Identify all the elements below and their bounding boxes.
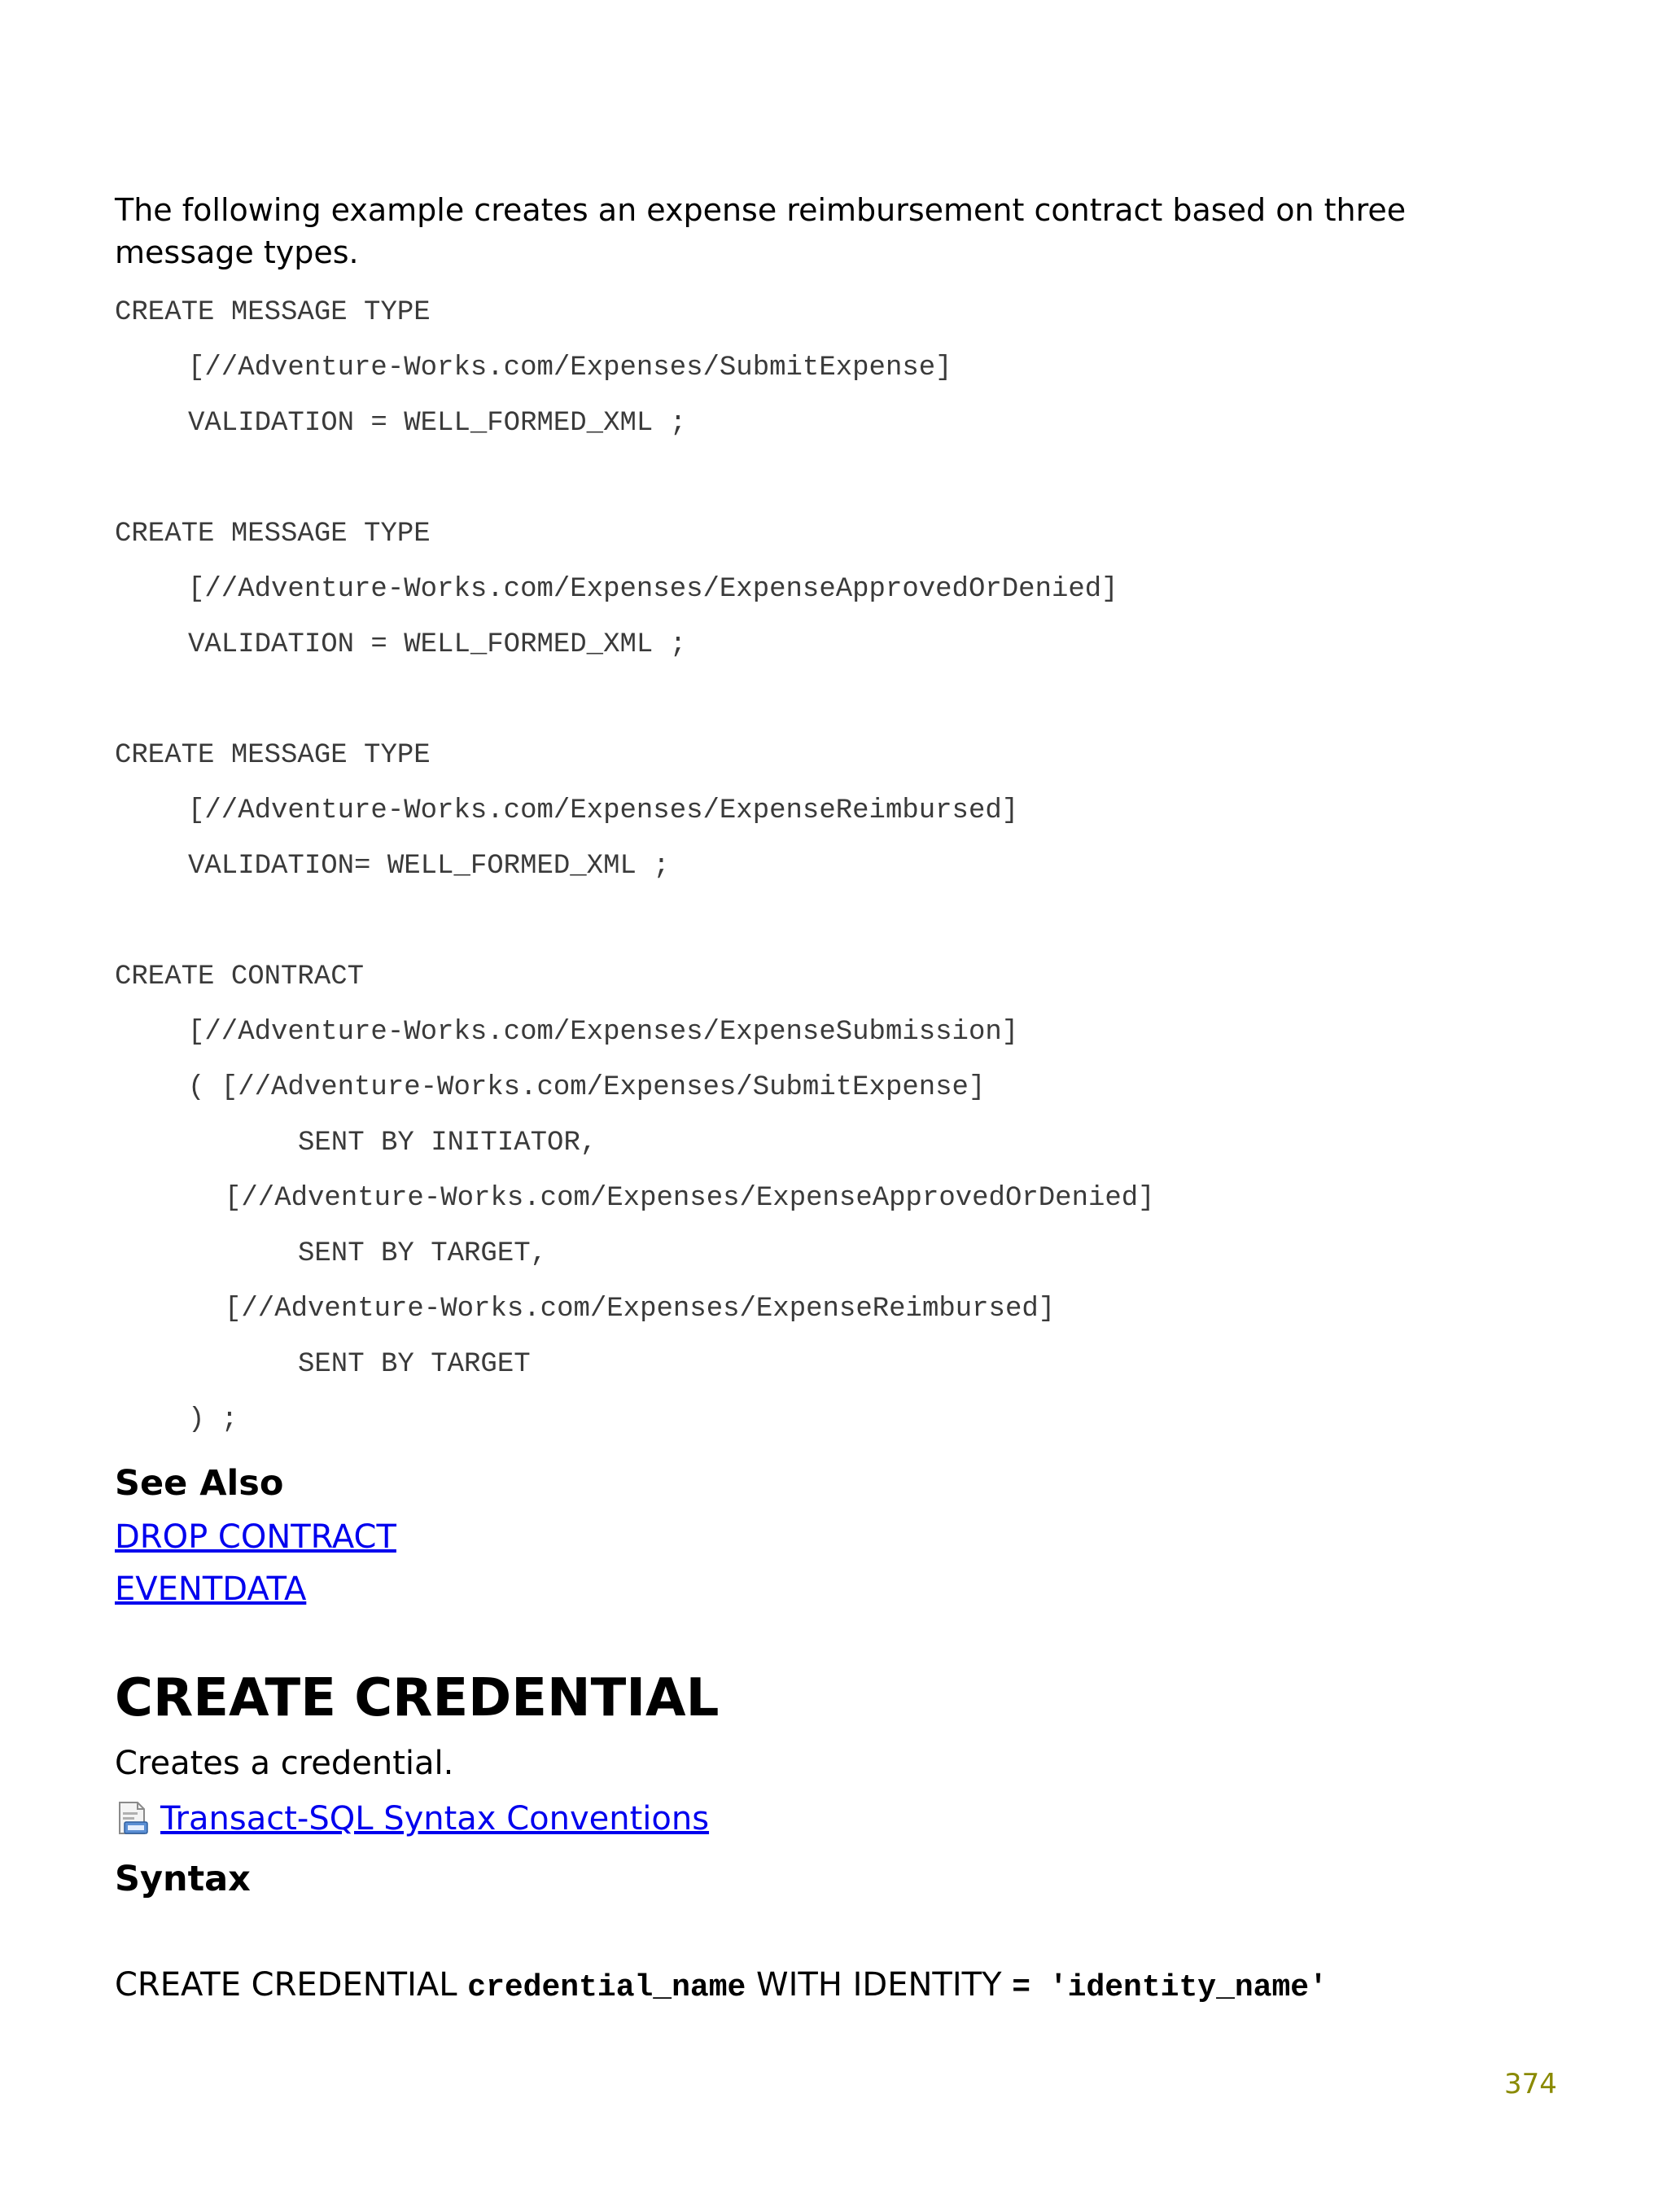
- link-drop-contract[interactable]: DROP CONTRACT: [115, 1518, 396, 1556]
- syntax-argument: = 'identity_name': [1012, 1970, 1328, 2005]
- code-line: VALIDATION = WELL_FORMED_XML ;: [188, 408, 687, 439]
- code-line: [//Adventure-Works.com/Expenses/ExpenseReimbursed]: [188, 795, 1019, 826]
- code-line: CREATE MESSAGE TYPE: [115, 740, 431, 771]
- code-line-blank: [115, 451, 1564, 506]
- syntax-keyword-text: CREATE CREDENTIAL: [115, 1966, 468, 2004]
- code-line: [//Adventure-Works.com/Expenses/ExpenseReimbursed]: [225, 1294, 1056, 1325]
- code-line: ) ;: [188, 1404, 238, 1435]
- conventions-row: [115, 1793, 1564, 1845]
- code-line: SENT BY TARGET: [298, 1349, 531, 1380]
- code-line: SENT BY INITIATOR,: [298, 1128, 597, 1159]
- section-title: CREATE CREDENTIAL: [115, 1668, 720, 1728]
- code-line: [//Adventure-Works.com/Expenses/ExpenseApprovedOrDenied]: [188, 574, 1118, 605]
- code-line: [//Adventure-Works.com/Expenses/SubmitExpense]: [188, 353, 952, 383]
- see-also-heading: See Also: [115, 1463, 284, 1504]
- document-page: [115, 189, 1564, 2011]
- code-line-blank: [115, 894, 1564, 949]
- syntax-keyword-text: WITH IDENTITY: [746, 1966, 1013, 2004]
- syntax-line: [115, 1962, 1564, 2011]
- link-transact-sql-syntax-conventions[interactable]: Transact-SQL Syntax Conventions: [160, 1800, 710, 1837]
- code-line: CREATE MESSAGE TYPE: [115, 519, 431, 550]
- code-line-blank: [115, 672, 1564, 728]
- code-block: [115, 285, 1564, 1448]
- page-number: 374: [1504, 2068, 1557, 2100]
- syntax-argument: credential_name: [467, 1970, 746, 2005]
- intro-paragraph: The following example creates an expense reimbursement contract based on three message types.: [115, 192, 1407, 270]
- code-line: [//Adventure-Works.com/Expenses/ExpenseApprovedOrDenied]: [225, 1183, 1155, 1214]
- code-line: VALIDATION = WELL_FORMED_XML ;: [188, 629, 687, 660]
- link-eventdata[interactable]: EVENTDATA: [115, 1570, 307, 1608]
- syntax-heading: Syntax: [115, 1859, 251, 1899]
- code-line: ( [//Adventure-Works.com/Expenses/SubmitExpense]: [188, 1072, 986, 1103]
- code-line: CREATE MESSAGE TYPE: [115, 297, 431, 328]
- code-line: [//Adventure-Works.com/Expenses/ExpenseSubmission]: [188, 1017, 1019, 1048]
- document-link-icon: [115, 1801, 151, 1837]
- code-line: CREATE CONTRACT: [115, 961, 365, 992]
- code-line: SENT BY TARGET,: [298, 1238, 548, 1269]
- code-line: VALIDATION= WELL_FORMED_XML ;: [188, 851, 670, 882]
- section-description: Creates a credential.: [115, 1745, 454, 1782]
